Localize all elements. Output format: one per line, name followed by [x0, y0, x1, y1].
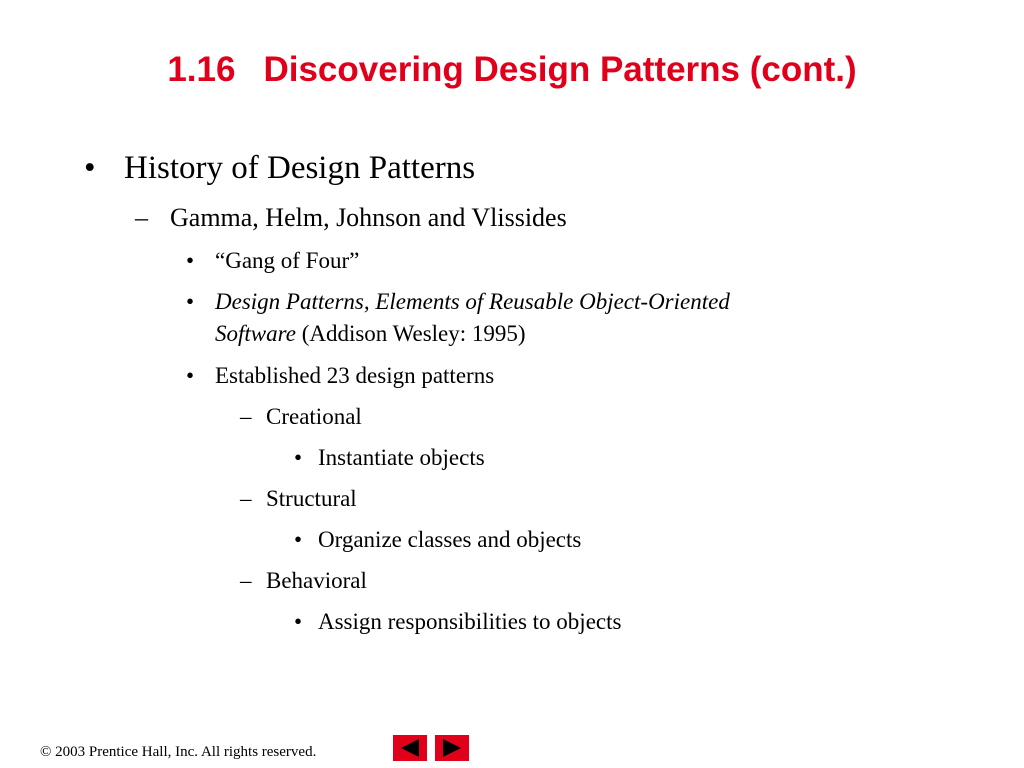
left-triangle-icon: [393, 735, 427, 761]
bullet-marker: •: [294, 609, 303, 634]
book-publisher: (Addison Wesley: 1995): [295, 321, 526, 346]
category-text: Structural: [266, 486, 357, 511]
bullet-marker: •: [294, 527, 303, 552]
detail-text: Assign responsibilities to objects: [318, 609, 622, 634]
detail-text: Instantiate objects: [318, 445, 485, 470]
bullet-marker: •: [186, 363, 195, 388]
bullet-marker: •: [186, 248, 195, 273]
dash-marker: –: [135, 203, 148, 232]
copyright-footer: © 2003 Prentice Hall, Inc. All rights reserved.: [40, 744, 317, 760]
dash-marker: –: [240, 486, 252, 511]
bullet-marker: •: [294, 445, 303, 470]
category-text: Creational: [266, 404, 362, 429]
bullet-text: Established 23 design patterns: [215, 363, 495, 388]
bullet-marker: •: [186, 289, 195, 314]
book-title-italic: Software: [215, 321, 296, 346]
bullet-marker: •: [84, 150, 96, 186]
slide-title-number: 1.16: [167, 50, 236, 89]
bullet-text: “Gang of Four”: [215, 248, 360, 273]
detail-text: Organize classes and objects: [318, 527, 582, 552]
dash-marker: –: [240, 568, 252, 593]
previous-slide-button[interactable]: [393, 735, 427, 761]
slide-title: [0, 48, 1024, 92]
slide-title-text: Discovering Design Patterns (cont.): [263, 50, 857, 89]
book-title-line1: Design Patterns, Elements of Reusable Object-Oriented: [215, 289, 730, 314]
book-title-line2: [215, 319, 526, 349]
dash-marker: –: [240, 404, 252, 429]
bullet-text: Gamma, Helm, Johnson and Vlissides: [170, 203, 567, 232]
right-triangle-icon: [435, 735, 469, 761]
bullet-text: History of Design Patterns: [124, 150, 476, 186]
category-text: Behavioral: [266, 568, 367, 593]
next-slide-button[interactable]: [435, 735, 469, 761]
